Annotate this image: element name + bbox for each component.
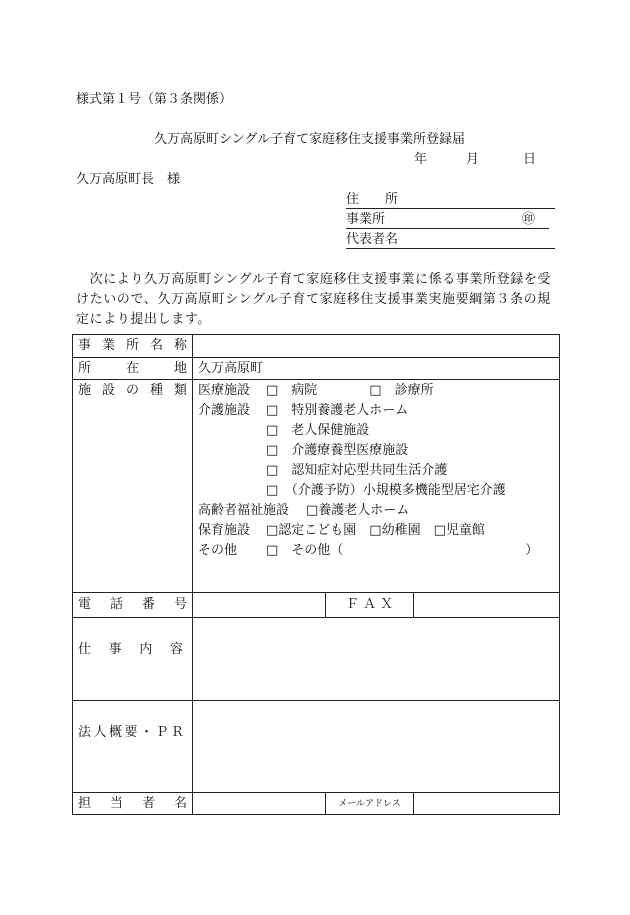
corp-label-cell xyxy=(73,701,193,793)
facility-type-options[interactable] xyxy=(193,380,560,593)
facility-row-care-2: □ 老人保健施設 xyxy=(266,423,370,438)
facility-row-care-3: □ 介護療養型医療施設 xyxy=(266,443,409,458)
facility-row-care-4: □ 認知症対応型共同生活介護 xyxy=(266,463,448,478)
table-row xyxy=(73,701,560,793)
form-number: 様式第１号（第３条関係） xyxy=(76,92,233,107)
body-line-2: けたいので、久万高原町シングル子育て家庭移住支援事業実施要綱第３条の規 xyxy=(76,292,551,307)
date-day: 日 xyxy=(523,152,537,167)
address-field[interactable] xyxy=(346,192,555,209)
person-input[interactable] xyxy=(193,793,326,815)
office-label: 事業所 xyxy=(346,212,386,227)
location-label-cell xyxy=(73,358,193,380)
office-name-input[interactable] xyxy=(193,335,560,358)
office-field[interactable] xyxy=(346,212,549,229)
seal-mark: ㊞ xyxy=(522,212,536,227)
table-row xyxy=(73,593,560,618)
body-line-1: 次により久万高原町シングル子育て家庭移住支援事業に係る事業所登録を受 xyxy=(76,272,552,287)
phone-label-cell xyxy=(73,593,193,618)
address-label: 住 所 xyxy=(346,192,399,207)
email-input[interactable] xyxy=(414,793,560,815)
facility-type-label-cell xyxy=(73,380,193,593)
table-row xyxy=(73,358,560,380)
email-label: メールアドレス xyxy=(338,799,401,809)
work-label: 仕 事 内 容 xyxy=(78,642,183,657)
facility-row-childcare: 保育施設 □認定こども園 □幼稚園 □児童館 xyxy=(198,523,485,538)
work-label-cell xyxy=(73,618,193,701)
addressee: 久万高原町長 様 xyxy=(76,172,181,187)
person-label-cell xyxy=(73,793,193,815)
phone-input[interactable] xyxy=(193,593,326,618)
representative-field[interactable] xyxy=(346,232,555,249)
facility-list xyxy=(198,380,554,561)
corp-input[interactable] xyxy=(193,701,560,793)
fax-input[interactable] xyxy=(414,593,560,618)
facility-type-label: 施 設 の 種 類 xyxy=(78,383,187,398)
form-title: 久万高原町シングル子育て家庭移住支援事業所登録届 xyxy=(154,132,466,147)
person-label: 担 当 者 名 xyxy=(78,796,187,811)
facility-row-care: 介護施設 □ 特別養護老人ホーム xyxy=(198,403,409,418)
table-row xyxy=(73,380,560,593)
body-paragraph xyxy=(76,270,558,330)
date-month: 月 xyxy=(466,152,480,167)
work-input[interactable] xyxy=(193,618,560,701)
table-row xyxy=(73,335,560,358)
fax-label-cell xyxy=(326,593,414,618)
facility-row-other: その他 □ その他（ ） xyxy=(198,543,539,558)
table-row xyxy=(73,793,560,815)
location-label: 所 在 地 xyxy=(78,361,187,376)
body-line-3: 定により提出します。 xyxy=(76,312,211,327)
office-name-label: 事 業 所 名 称 xyxy=(78,338,187,353)
location-input[interactable] xyxy=(193,358,560,380)
email-label-cell xyxy=(326,793,414,815)
representative-label: 代表者名 xyxy=(346,232,399,247)
facility-row-medical: 医療施設 □ 病院 □ 診療所 xyxy=(198,383,434,398)
table-row xyxy=(73,618,560,701)
corp-label: 法人概要・ＰＲ xyxy=(78,725,187,740)
date-year: 年 xyxy=(414,152,428,167)
registration-table xyxy=(72,334,560,815)
office-name-label-cell xyxy=(73,335,193,358)
facility-row-care-5: □ （介護予防）小規模多機能型居宅介護 xyxy=(266,483,506,498)
fax-label: Ｆ Ａ Ｘ xyxy=(345,597,394,612)
location-value: 久万高原町 xyxy=(198,361,264,376)
phone-label: 電 話 番 号 xyxy=(78,597,187,612)
facility-row-elderly: 高齢者福祉施設 □養護老人ホーム xyxy=(198,503,410,518)
